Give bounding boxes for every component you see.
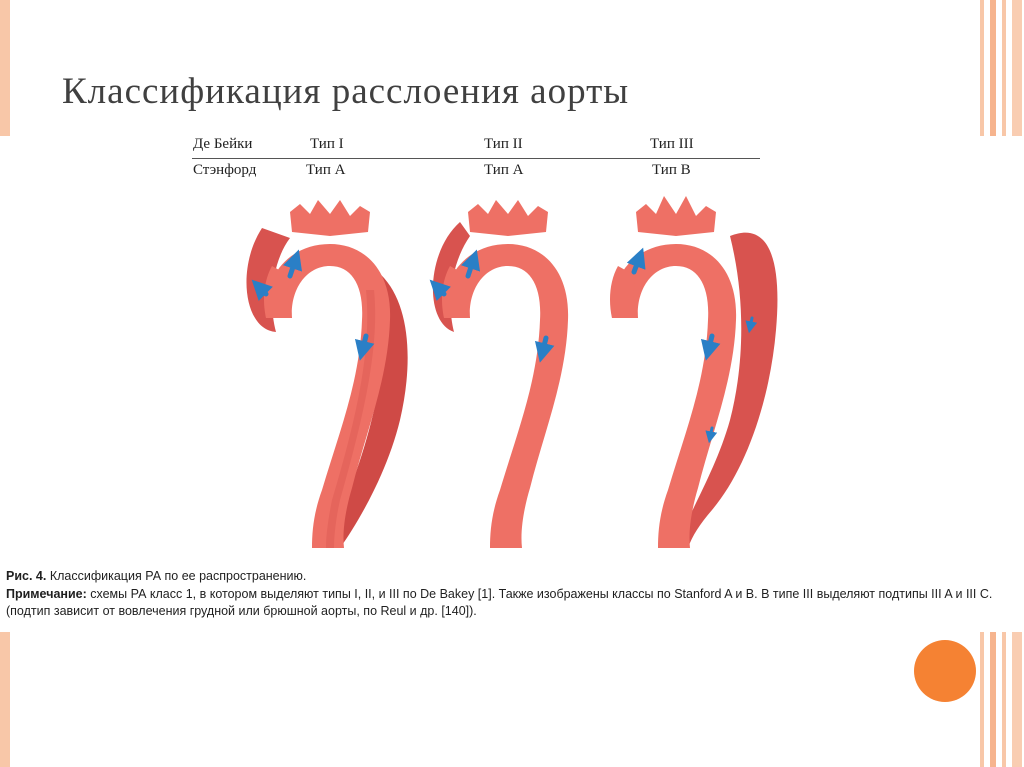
type-2-stanford: Тип A [484, 162, 524, 178]
figure-title-text: Классификация РА по ее распространению. [46, 569, 307, 583]
orange-circle-decoration [914, 640, 976, 702]
figure-caption [6, 568, 1018, 621]
debakey-label: Де Бейки [193, 136, 253, 152]
type-2-debakey: Тип II [484, 136, 523, 152]
stanford-label: Стэнфорд [193, 162, 257, 178]
type-3-debakey: Тип III [650, 136, 694, 152]
type-1-stanford: Тип A [306, 162, 346, 178]
figure-label: Рис. 4. [6, 569, 47, 583]
type-1-debakey: Тип I [310, 136, 344, 152]
aorta-type-1 [246, 200, 407, 548]
slide-title: Классификация расслоения аорты [62, 71, 630, 112]
note-label: Примечание: [6, 586, 87, 601]
figure-title-line [6, 568, 1018, 586]
type-3-stanford: Тип B [652, 162, 691, 178]
aorta-type-3 [610, 196, 777, 548]
figure-note [6, 586, 1018, 621]
note-text: схемы РА класс 1, в котором выделяют типы I, II, и III по De Bakey [1]. Также изображены классы по Stanford A и B. В типе III выделяют подтипы III A и III C. (подтип зависит от вовлечения грудной или брюшной аорты, по Reul и др. [140]). [6, 586, 993, 618]
aorta-type-2 [433, 200, 568, 548]
